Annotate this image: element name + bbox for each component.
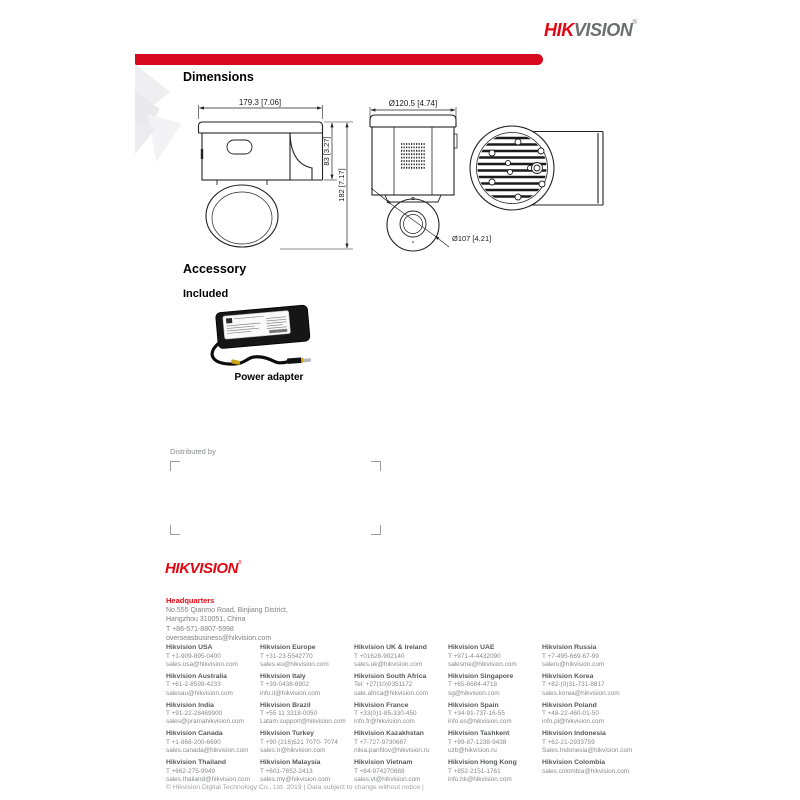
office-name: Hikvision Poland — [542, 701, 597, 709]
office-contact-line: sales.usa@hikvision.com — [166, 660, 238, 668]
office-column — [260, 644, 354, 788]
office-name: Hikvision Brazil — [260, 701, 311, 709]
office-contact-line: T +84-974270888 — [354, 767, 405, 775]
office-entry — [542, 759, 636, 784]
office-contact-line: T +65-6684-4718 — [448, 681, 498, 689]
distributor-box-corner-tl — [170, 461, 180, 471]
office-contact-line: sg@hikvision.com — [448, 689, 500, 697]
office-contact-line: T +48-22-460-01-50 — [542, 710, 599, 718]
office-entry — [354, 673, 448, 698]
office-contact-line: T +7-727-9730667 — [354, 738, 407, 746]
hikvision-footer-logo — [165, 560, 241, 577]
red-banner-bar — [135, 54, 543, 65]
office-name: Hikvision Hong Kong — [448, 759, 517, 767]
distributed-by-label: Distributed by — [170, 447, 216, 456]
office-contact-line: sales.canada@hikvision.com — [166, 747, 249, 755]
office-name: Hikvision Kazakhstan — [354, 730, 424, 738]
office-name: Hikvision France — [354, 701, 409, 709]
office-entry — [166, 673, 260, 698]
office-entry — [166, 644, 260, 669]
office-contact-line: Sales.Indonesia@hikvision.com — [542, 747, 633, 755]
hikvision-logo — [544, 20, 636, 41]
office-name: Hikvision Indonesia — [542, 730, 606, 738]
office-name: Hikvision Canada — [166, 730, 223, 738]
office-name: Hikvision Malaysia — [260, 759, 321, 767]
office-contact-line: T +971-4-4432090 — [448, 652, 501, 660]
headquarters-address-line: overseasbusiness@hikvision.com — [166, 634, 272, 642]
office-contact-line: sales.korea@hikvision.com — [542, 689, 620, 697]
office-name: Hikvision South Africa — [354, 672, 427, 680]
office-contact-line: T +33(0)1-85-330-450 — [354, 710, 417, 718]
office-contact-line: T +662-275-9949 — [166, 767, 216, 775]
headquarters-address-line: No.555 Qianmo Road, Binjiang District, — [166, 607, 288, 614]
headquarters-address — [166, 606, 288, 643]
office-name: Hikvision Spain — [448, 701, 499, 709]
copyright-notice: © Hikvision Digital Technology Co., Ltd. 2019 | Data subject to change without notice | — [166, 784, 424, 791]
footer-logo-vision-text: VISION — [189, 560, 239, 577]
office-contact-line: sales.my@hikvision.com — [260, 775, 331, 783]
office-contact-line: sales.vt@hikvision.com — [354, 775, 421, 783]
top-view-drawing — [470, 126, 603, 210]
headquarters-title: Headquarters — [166, 596, 215, 605]
office-contact-line: uzb@hikvision.ru — [448, 747, 497, 755]
office-entry — [354, 730, 448, 755]
office-contact-line: sales.thailand@hikvision.com — [166, 775, 250, 783]
office-contact-line: info.es@hikvision.com — [448, 718, 512, 726]
office-name: Hikvision India — [166, 701, 214, 709]
office-entry — [260, 702, 354, 727]
office-column — [448, 644, 542, 788]
office-contact-line: T +99-87-1238-9438 — [448, 738, 507, 746]
office-name: Hikvision Singapore — [448, 672, 514, 680]
office-entry — [448, 759, 542, 784]
office-name: Hikvision UAE — [448, 644, 495, 651]
office-contact-line: salesau@hikvision.com — [166, 689, 233, 697]
office-name: Hikvision Russia — [542, 644, 597, 651]
footer-registered-trademark-icon: ® — [238, 560, 242, 566]
office-contact-line: Latam.support@hikvision.com — [260, 718, 346, 726]
office-name: Hikvision Thailand — [166, 759, 227, 767]
office-name: Hikvision Italy — [260, 672, 306, 680]
dimensions-section-title: Dimensions — [183, 70, 254, 84]
office-contact-line: sales.colombia@hikvision.com — [542, 767, 630, 775]
office-entry — [448, 644, 542, 669]
office-entry — [166, 759, 260, 784]
office-contact-line: sales@pramahikvision.com — [166, 718, 244, 726]
front-view-drawing — [370, 107, 457, 251]
office-contact-line: sales.eu@hikvision.com — [260, 660, 329, 668]
headquarters-address-line: Hangzhou 310051, China — [166, 616, 246, 624]
distributor-box-corner-bl — [170, 525, 180, 535]
logo-vision-text: VISION — [573, 20, 633, 40]
office-contact-line: info.fr@hikvision.com — [354, 718, 415, 726]
office-name: Hikvision USA — [166, 644, 213, 651]
office-entry — [166, 730, 260, 755]
office-contact-line: T +852-2151-1761 — [448, 767, 501, 775]
office-contact-line: T +39-0438-6902 — [260, 681, 310, 689]
office-contact-line: T +90 (216)521 7070- 7074 — [260, 738, 338, 746]
power-adapter-caption: Power adapter — [234, 372, 304, 383]
office-contact-line: T +7-495-669-67-99 — [542, 652, 599, 660]
office-entry — [542, 730, 636, 755]
power-adapter-image — [203, 303, 323, 375]
office-contact-line: T +62-21-2933759 — [542, 738, 595, 746]
office-entry — [542, 673, 636, 698]
office-entry — [260, 730, 354, 755]
office-contact-line: sale.africa@hikvision.com — [354, 689, 428, 697]
office-contact-line: info.hk@hikvision.com — [448, 775, 512, 783]
office-contact-line: T +601-7652-2413 — [260, 767, 313, 775]
distributor-box-corner-br — [371, 525, 381, 535]
registered-trademark-icon: ® — [632, 20, 637, 26]
office-contact-line: T +1-909-895-0400 — [166, 652, 221, 660]
office-contact-line: T +34-91-737-16-55 — [448, 710, 505, 718]
office-contact-line: T +1-866-200-6690 — [166, 738, 221, 746]
office-contact-line: T +91-22-28469900 — [166, 710, 223, 718]
office-contact-line: T +31-23-5542770 — [260, 652, 313, 660]
office-name: Hikvision Vietnam — [354, 759, 413, 767]
office-contact-line: nikia.panfilov@hikvision.ru — [354, 747, 430, 755]
office-contact-line: T +01628-902140 — [354, 652, 405, 660]
dimensions-drawing — [185, 92, 665, 262]
office-name: Hikvision Australia — [166, 672, 227, 680]
office-contact-line: saleru@hikvision.com — [542, 660, 605, 668]
office-contact-line: T +55 11 3318-0050 — [260, 710, 318, 718]
office-contact-line: salesme@hikvision.com — [448, 660, 517, 668]
office-entry — [354, 702, 448, 727]
office-contact-line: T +61-2-8599-4233 — [166, 681, 221, 689]
distributor-box-corner-tr — [371, 461, 381, 471]
office-name: Hikvision Turkey — [260, 730, 314, 738]
office-entry — [448, 673, 542, 698]
office-contact-line: sales.uk@hikvision.com — [354, 660, 423, 668]
headquarters-address-line: T +86-571-8807-5998 — [166, 625, 234, 633]
regional-offices-grid — [166, 644, 666, 788]
office-entry — [260, 759, 354, 784]
dim-label-sphere-diameter: Ø107 [4.21] — [452, 234, 492, 243]
footer-logo-hik-text: HIK — [165, 560, 190, 577]
side-view-drawing — [199, 105, 354, 249]
office-entry — [354, 759, 448, 784]
office-entry — [354, 644, 448, 669]
office-entry — [448, 702, 542, 727]
office-name: Hikvision Korea — [542, 672, 594, 680]
office-column — [542, 644, 636, 788]
office-contact-line: T +82-(0)31-731-8817 — [542, 681, 605, 689]
office-column — [354, 644, 448, 788]
office-entry — [166, 702, 260, 727]
office-name: Hikvision Europe — [260, 644, 316, 651]
accessory-included-subtitle: Included — [183, 288, 229, 300]
dim-label-side-width: 179.3 [7.06] — [238, 98, 282, 107]
office-entry — [448, 730, 542, 755]
office-contact-line: Tel: +27(10)0351172 — [354, 681, 413, 689]
dim-label-front-diameter: Ø120.5 [4.74] — [388, 99, 438, 108]
office-name: Hikvision Colombia — [542, 759, 606, 767]
office-name: Hikvision UK & Ireland — [354, 644, 427, 651]
dim-label-upper-height: 83 [3.27] — [322, 136, 331, 166]
office-contact-line: info.it@hikvision.com — [260, 689, 321, 697]
office-contact-line: sales.tr@hikvision.com — [260, 747, 326, 755]
office-name: Hikvision Tashkent — [448, 730, 510, 738]
office-entry — [260, 644, 354, 669]
office-entry — [542, 702, 636, 727]
office-contact-line: info.pl@hikvision.com — [542, 718, 604, 726]
office-entry — [260, 673, 354, 698]
office-column — [166, 644, 260, 788]
dim-label-total-height: 182 [7.17] — [337, 168, 346, 202]
adapter-connector — [287, 357, 302, 364]
accessory-section-title: Accessory — [183, 262, 247, 276]
logo-hik-text: HIK — [544, 20, 574, 40]
office-entry — [542, 644, 636, 669]
